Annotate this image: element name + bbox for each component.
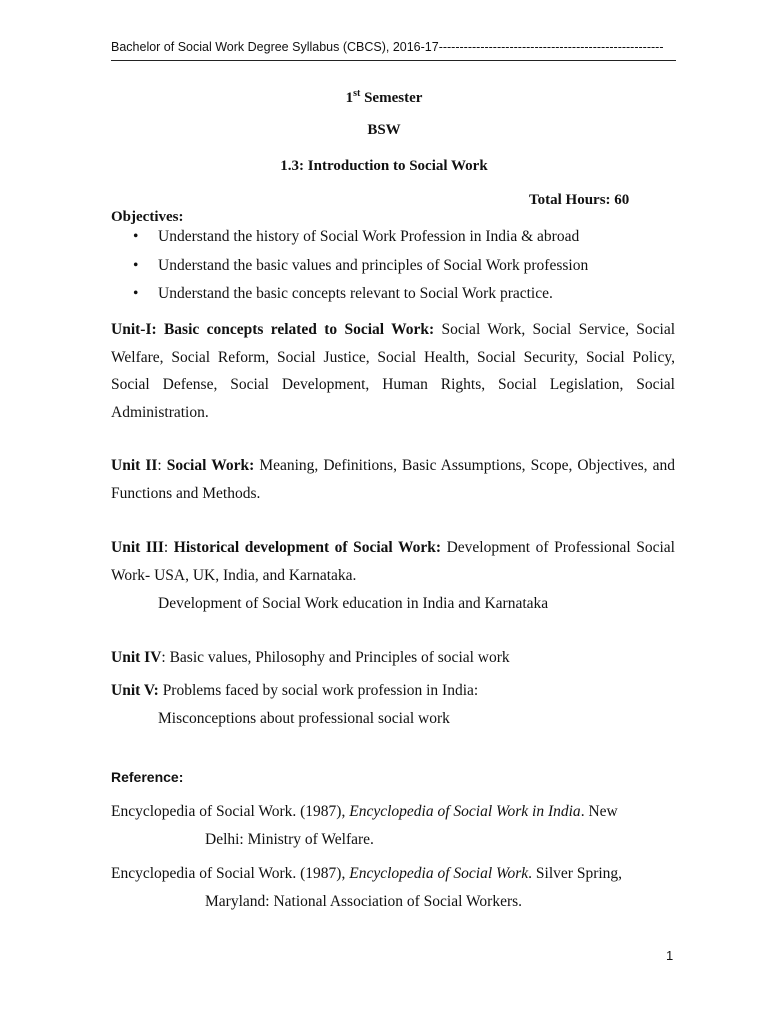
reference-heading: Reference: <box>111 769 184 785</box>
unit-1-label: Unit-I: Basic concepts related to Social Work: <box>111 321 435 338</box>
unit-3-paragraph <box>111 534 675 589</box>
unit-3-label: Unit III <box>111 539 164 556</box>
unit-4-label: Unit IV <box>111 649 162 666</box>
reference-lead: Encyclopedia of Social Work. (1987), <box>111 803 350 820</box>
reference-item <box>111 798 691 854</box>
unit-4-line <box>111 644 510 672</box>
reference-title: Encyclopedia of Social Work <box>349 865 529 882</box>
objective-text: Understand the basic concepts relevant to Social Work practice. <box>158 285 553 302</box>
bullet-icon: • <box>133 228 139 245</box>
unit-4-text: : Basic values, Philosophy and Principles of social work <box>161 649 510 666</box>
unit-3-subline: Development of Social Work education in India and Karnataka <box>158 595 549 612</box>
unit-2-text: Meaning, Definitions, Basic Assumptions, Scope, Objectives, and Functions and Methods. <box>111 457 675 502</box>
semester-suffix: st <box>353 88 361 99</box>
unit-2-sep: : <box>157 457 167 474</box>
objective-text: Understand the basic values and principles of Social Work profession <box>158 256 589 274</box>
page-number: 1 <box>666 948 674 963</box>
unit-5-label: Unit V: <box>111 682 159 699</box>
reference-continuation: Delhi: Ministry of Welfare. <box>205 831 374 848</box>
unit-2-paragraph <box>111 452 675 507</box>
objectives-list <box>130 228 588 314</box>
unit-3-topic: Historical development of Social Work: <box>173 539 442 556</box>
total-hours: Total Hours: 60 <box>529 192 630 208</box>
semester-heading <box>0 88 768 107</box>
unit-3-sep: : <box>163 539 174 556</box>
course-title: 1.3: Introduction to Social Work <box>280 158 488 174</box>
reference-item <box>111 860 691 916</box>
unit-2-label: Unit II <box>111 457 158 474</box>
objective-item <box>130 285 588 314</box>
reference-continuation: Maryland: National Association of Social Workers. <box>205 893 523 910</box>
program-heading: BSW <box>367 122 401 138</box>
unit-1-text: Social Work, Social Service, Social Welfare, Social Reform, Social Justice, Social Health, Social Security, Social Policy, Social Defense, Social Development, Human Rights, Social Legislation, Social Administration. <box>111 321 676 421</box>
semester-number: 1 <box>345 90 354 106</box>
reference-tail: . New <box>580 803 618 820</box>
unit-5-subline: Misconceptions about professional social work <box>158 710 450 727</box>
semester-word: Semester <box>360 90 423 106</box>
unit-2-topic: Social Work: <box>166 457 255 474</box>
unit-5-line <box>111 677 478 705</box>
objective-item <box>130 228 588 257</box>
objective-item <box>130 257 588 286</box>
reference-lead: Encyclopedia of Social Work. (1987), <box>111 865 350 882</box>
reference-title: Encyclopedia of Social Work in India <box>349 803 581 820</box>
running-header: Bachelor of Social Work Degree Syllabus (CBCS), 2016-17------------------------------------------------------ <box>111 40 664 54</box>
objectives-heading: Objectives: <box>111 209 184 225</box>
unit-3-text: Development of Professional Social Work- USA, UK, India, and Karnataka. <box>111 539 675 584</box>
unit-5-text: Problems faced by social work profession in India: <box>158 682 479 699</box>
objective-text: Understand the history of Social Work Profession in India & abroad <box>158 228 580 245</box>
bullet-icon: • <box>133 285 139 302</box>
unit-1-paragraph <box>111 316 675 426</box>
reference-tail: . Silver Spring, <box>528 865 623 882</box>
header-rule <box>111 60 676 61</box>
bullet-icon: • <box>133 256 139 274</box>
